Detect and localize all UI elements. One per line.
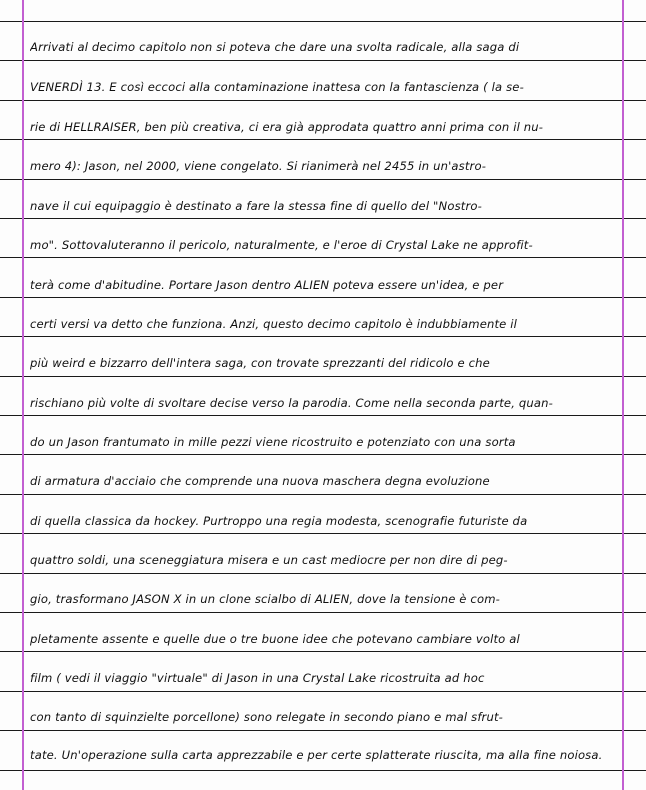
- text-line: quattro soldi, una sceneggiatura misera e un cast mediocre per non dire di peg-: [30, 553, 508, 567]
- ruled-line: [0, 21, 646, 22]
- text-line: certi versi va detto che funziona. Anzi, questo decimo capitolo è indubbiamente il: [30, 317, 518, 331]
- text-line: di armatura d'acciaio che comprende una nuova maschera degna evoluzione: [30, 474, 490, 488]
- ruled-line: [0, 573, 646, 574]
- text-line: più weird e bizzarro dell'intera saga, con trovate sprezzanti del ridicolo e che: [30, 356, 490, 370]
- ruled-line: [0, 415, 646, 416]
- ruled-line: [0, 179, 646, 180]
- ruled-line: [0, 770, 646, 771]
- text-line: Arrivati al decimo capitolo non si poteva che dare una svolta radicale, alla saga di: [30, 40, 520, 54]
- ruled-line: [0, 376, 646, 377]
- ruled-line: [0, 139, 646, 140]
- ruled-line: [0, 691, 646, 692]
- ruled-line: [0, 218, 646, 219]
- ruled-line: [0, 730, 646, 731]
- text-line: nave il cui equipaggio è destinato a fare la stessa fine di quello del "Nostro-: [30, 199, 482, 213]
- ruled-line: [0, 494, 646, 495]
- ruled-line: [0, 533, 646, 534]
- text-line: pletamente assente e quelle due o tre buone idee che potevano cambiare volto al: [30, 632, 520, 646]
- right-margin-line: [622, 0, 624, 790]
- ruled-line: [0, 297, 646, 298]
- text-line: con tanto di squinzielte porcellone) sono relegate in secondo piano e mal sfrut-: [30, 710, 504, 724]
- ruled-line: [0, 454, 646, 455]
- text-line: terà come d'abitudine. Portare Jason dentro ALIEN poteva essere un'idea, e per: [30, 278, 504, 292]
- text-line: gio, trasformano JASON X in un clone scialbo di ALIEN, dove la tensione è com-: [30, 592, 500, 606]
- left-margin-line: [22, 0, 24, 790]
- ruled-line: [0, 257, 646, 258]
- text-line: mero 4): Jason, nel 2000, viene congelato. Si rianimerà nel 2455 in un'astro-: [30, 159, 487, 173]
- text-line: mo". Sottovaluteranno il pericolo, naturalmente, e l'eroe di Crystal Lake ne approfit-: [30, 238, 533, 252]
- text-line: tate. Un'operazione sulla carta apprezzabile e per certe splatterate riuscita, ma alla fine noiosa.: [30, 748, 603, 762]
- text-line: VENERDÌ 13. E così eccoci alla contaminazione inattesa con la fantascienza ( la se-: [30, 80, 524, 94]
- text-line: do un Jason frantumato in mille pezzi viene ricostruito e potenziato con una sorta: [30, 435, 516, 449]
- ruled-line: [0, 336, 646, 337]
- ruled-line: [0, 612, 646, 613]
- text-line: rischiano più volte di svoltare decise verso la parodia. Come nella seconda parte, quan-: [30, 396, 553, 410]
- ruled-line: [0, 60, 646, 61]
- text-line: rie di HELLRAISER, ben più creativa, ci era già approdata quattro anni prima con il nu-: [30, 120, 544, 134]
- ruled-line: [0, 100, 646, 101]
- text-line: film ( vedi il viaggio "virtuale" di Jason in una Crystal Lake ricostruita ad hoc: [30, 671, 485, 685]
- text-line: di quella classica da hockey. Purtroppo una regia modesta, scenografie futuriste da: [30, 514, 528, 528]
- ruled-line: [0, 651, 646, 652]
